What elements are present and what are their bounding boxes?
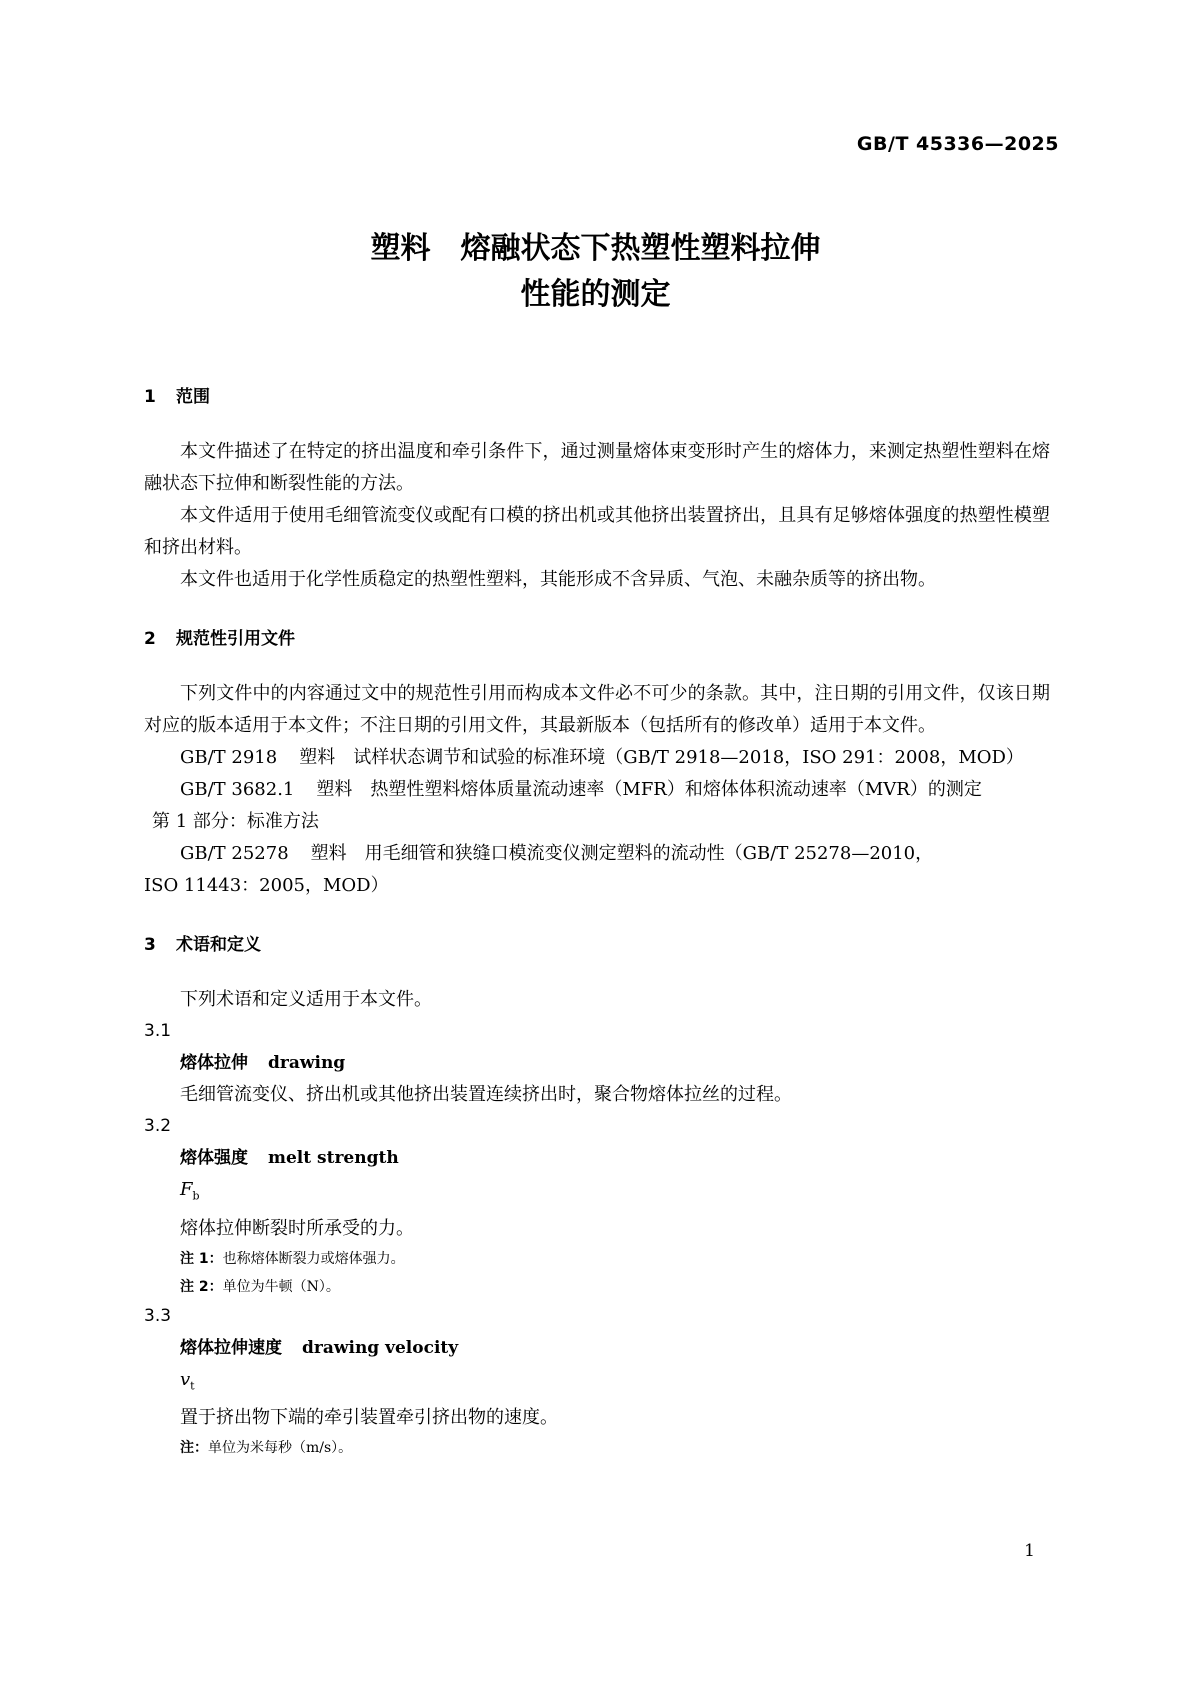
section-title: 范围 — [176, 387, 210, 407]
term-symbol: $F_b$ — [180, 1179, 200, 1203]
section-number: 3 — [144, 935, 156, 955]
reference-item — [144, 742, 1050, 774]
paragraph: 下列文件中的内容通过文中的规范性引用而构成本文件必不可少的条款。其中，注日期的引用文件，仅该日期对应的版本适用于本文件；不注日期的引用文件，其最新版本（包括所有的修改单）适用于本文件。 — [144, 683, 1050, 736]
reference-code: GB/T 3682.1 — [180, 779, 295, 800]
standard-number: GB/T 45336—2025 — [856, 133, 1059, 155]
note-text: 单位为牛顿（N）。 — [222, 1278, 340, 1295]
section-3-heading — [144, 930, 1050, 960]
reference-continuation: ISO 11443：2005，MOD） — [144, 875, 389, 896]
reference-item — [144, 774, 1050, 806]
reference-text: 塑料 热塑性塑料熔体质量流动速率（MFR）和熔体体积流动速率（MVR）的测定 — [316, 779, 982, 800]
term-definition: 熔体拉伸断裂时所承受的力。 — [180, 1217, 414, 1239]
title-line-2: 性能的测定 — [520, 277, 671, 312]
term-symbol: $v_t$ — [180, 1368, 195, 1393]
section-title: 规范性引用文件 — [176, 629, 295, 649]
page-number: 1 — [1024, 1541, 1035, 1561]
term-note — [144, 1245, 1050, 1273]
term-en: drawing velocity — [302, 1337, 459, 1358]
term-zh: 熔体强度 — [180, 1148, 248, 1168]
term-number: 3.3 — [144, 1305, 172, 1326]
symbol-subscript: b — [192, 1189, 200, 1203]
term-heading — [144, 1047, 1050, 1079]
term-note — [144, 1434, 1050, 1462]
term-definition: 置于挤出物下端的牵引装置牵引挤出物的速度。 — [180, 1407, 558, 1429]
note-label: 注： — [180, 1440, 208, 1457]
paragraph: 本文件描述了在特定的挤出温度和牵引条件下，通过测量熔体束变形时产生的熔体力，来测定热塑性塑料在熔融状态下拉伸和断裂性能的方法。 — [144, 441, 1050, 494]
note-label: 注 1： — [180, 1250, 223, 1267]
reference-item — [144, 838, 1050, 870]
term-en: drawing — [268, 1053, 346, 1073]
reference-text: 塑料 试样状态调节和试验的标准环境（GB/T 2918—2018，ISO 291：2008，MOD） — [299, 747, 1024, 768]
document-body — [144, 382, 1050, 1462]
term-zh: 熔体拉伸速度 — [180, 1337, 282, 1358]
term-number: 3.2 — [144, 1116, 172, 1136]
paragraph: 本文件适用于使用毛细管流变仪或配有口模的挤出机或其他挤出装置挤出，且具有足够熔体强度的热塑性模塑和挤出材料。 — [144, 505, 1050, 558]
reference-text: 塑料 用毛细管和狭缝口模流变仪测定塑料的流动性（GB/T 25278—2010， — [310, 843, 934, 864]
reference-code: GB/T 25278 — [180, 843, 289, 864]
section-title: 术语和定义 — [176, 935, 261, 955]
term-zh: 熔体拉伸 — [180, 1053, 248, 1073]
reference-continuation: 第 1 部分：标准方法 — [152, 811, 319, 832]
term-number: 3.1 — [144, 1021, 172, 1041]
symbol-subscript: t — [190, 1379, 195, 1393]
term-heading — [144, 1142, 1050, 1174]
term-heading — [144, 1332, 1050, 1364]
document-title — [0, 226, 1191, 318]
note-text: 也称熔体断裂力或熔体强力。 — [222, 1250, 405, 1267]
section-number: 2 — [144, 629, 156, 649]
section-2-heading — [144, 624, 1050, 654]
term-note — [144, 1273, 1050, 1301]
term-definition: 毛细管流变仪、挤出机或其他挤出装置连续挤出时，聚合物熔体拉丝的过程。 — [180, 1084, 792, 1105]
term-en: melt strength — [268, 1148, 399, 1168]
reference-code: GB/T 2918 — [180, 747, 278, 768]
section-1-heading — [144, 382, 1050, 412]
paragraph: 下列术语和定义适用于本文件。 — [180, 989, 432, 1010]
paragraph: 本文件也适用于化学性质稳定的热塑性塑料，其能形成不含异质、气泡、未融杂质等的挤出物。 — [180, 569, 936, 590]
title-line-1: 塑料 熔融状态下热塑性塑料拉伸 — [370, 231, 821, 266]
note-label: 注 2： — [180, 1278, 223, 1295]
section-number: 1 — [144, 387, 156, 407]
note-text: 单位为米每秒（m/s）。 — [208, 1440, 353, 1457]
